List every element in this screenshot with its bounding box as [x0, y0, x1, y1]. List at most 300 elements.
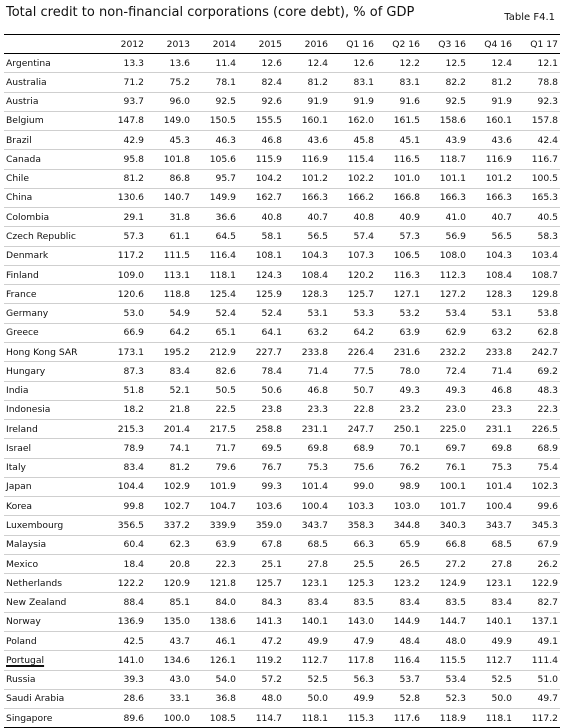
table-cell: 26.5 — [376, 554, 422, 573]
table-row — [4, 400, 560, 419]
table-cell: 104.4 — [100, 477, 146, 496]
country-label: Luxembourg — [6, 520, 64, 531]
table-cell: 125.7 — [330, 285, 376, 304]
country-label: Denmark — [6, 250, 49, 262]
country-name — [4, 131, 100, 150]
table-cell: 102.9 — [146, 477, 192, 496]
country-label: Norway — [6, 616, 41, 628]
column-header: 2012 — [100, 35, 146, 54]
table-cell: 57.3 — [376, 227, 422, 246]
table-cell: 18.2 — [100, 400, 146, 419]
table-cell: 155.5 — [238, 111, 284, 130]
table-cell: 165.3 — [514, 188, 560, 207]
table-cell: 166.3 — [422, 188, 468, 207]
country-label: Ireland — [6, 423, 38, 435]
column-header: Q1 16 — [330, 35, 376, 54]
table-cell: 127.1 — [376, 285, 422, 304]
country-name — [4, 227, 100, 246]
table-cell: 337.2 — [146, 516, 192, 535]
table-cell: 101.2 — [284, 169, 330, 188]
table-cell: 22.5 — [192, 400, 238, 419]
table-cell: 11.4 — [192, 54, 238, 73]
table-cell: 71.2 — [100, 73, 146, 92]
table-cell: 108.0 — [422, 246, 468, 265]
table-cell: 137.1 — [514, 612, 560, 631]
country-label: Brazil — [6, 134, 32, 146]
table-row — [4, 631, 560, 650]
country-label: Netherlands — [6, 577, 63, 589]
table-cell: 85.1 — [146, 593, 192, 612]
table-cell: 119.2 — [238, 651, 284, 670]
table-cell: 43.6 — [468, 131, 514, 150]
table-cell: 83.5 — [422, 593, 468, 612]
table-cell: 91.6 — [376, 92, 422, 111]
table-cell: 104.2 — [238, 169, 284, 188]
table-cell: 69.8 — [284, 439, 330, 458]
table-cell: 116.5 — [376, 150, 422, 169]
table-cell: 75.2 — [146, 73, 192, 92]
table-cell: 231.1 — [468, 420, 514, 439]
table-cell: 50.6 — [238, 381, 284, 400]
table-cell: 92.5 — [422, 92, 468, 111]
column-header: 2014 — [192, 35, 238, 54]
country-name — [4, 400, 100, 419]
table-cell: 117.2 — [514, 709, 560, 728]
table-cell: 64.2 — [146, 323, 192, 342]
table-cell: 46.8 — [468, 381, 514, 400]
table-cell: 12.5 — [422, 54, 468, 73]
table-cell: 101.4 — [284, 477, 330, 496]
table-cell: 43.6 — [284, 131, 330, 150]
table-cell: 78.4 — [238, 362, 284, 381]
country-label: Israel — [6, 442, 32, 454]
table-cell: 58.3 — [514, 227, 560, 246]
table-cell: 83.4 — [146, 362, 192, 381]
table-cell: 50.7 — [330, 381, 376, 400]
table-cell: 64.5 — [192, 227, 238, 246]
table-cell: 84.3 — [238, 593, 284, 612]
table-cell: 144.9 — [376, 612, 422, 631]
table-cell: 127.2 — [422, 285, 468, 304]
table-cell: 104.3 — [284, 246, 330, 265]
country-name — [4, 304, 100, 323]
table-row — [4, 651, 560, 670]
table-cell: 124.9 — [422, 574, 468, 593]
country-name — [4, 54, 100, 73]
table-cell: 69.2 — [514, 362, 560, 381]
table-row — [4, 92, 560, 111]
table-cell: 28.6 — [100, 689, 146, 708]
table-row — [4, 342, 560, 361]
table-cell: 242.7 — [514, 342, 560, 361]
table-cell: 67.8 — [238, 535, 284, 554]
table-cell: 112.7 — [468, 651, 514, 670]
table-cell: 232.2 — [422, 342, 468, 361]
country-label: Indonesia — [6, 404, 51, 416]
table-cell: 23.2 — [376, 400, 422, 419]
table-row — [4, 169, 560, 188]
table-cell: 66.9 — [100, 323, 146, 342]
table-cell: 82.4 — [238, 73, 284, 92]
table-cell: 66.8 — [422, 535, 468, 554]
country-name — [4, 497, 100, 516]
table-cell: 83.4 — [284, 593, 330, 612]
table-cell: 65.1 — [192, 323, 238, 342]
table-row — [4, 246, 560, 265]
table-row — [4, 593, 560, 612]
table-cell: 42.9 — [100, 131, 146, 150]
table-cell: 64.1 — [238, 323, 284, 342]
table-cell: 63.2 — [284, 323, 330, 342]
table-cell: 116.4 — [376, 651, 422, 670]
table-cell: 82.6 — [192, 362, 238, 381]
country-label: Korea — [6, 500, 33, 512]
country-name — [4, 111, 100, 130]
table-cell: 162.0 — [330, 111, 376, 130]
table-cell: 92.6 — [238, 92, 284, 111]
table-cell: 343.7 — [284, 516, 330, 535]
table-cell: 68.5 — [284, 535, 330, 554]
table-cell: 70.1 — [376, 439, 422, 458]
table-cell: 52.8 — [376, 689, 422, 708]
country-label: Germany — [6, 308, 49, 320]
header-row — [4, 35, 560, 54]
table-cell: 108.4 — [468, 265, 514, 284]
table-cell: 116.9 — [284, 150, 330, 169]
table-cell: 166.2 — [330, 188, 376, 207]
table-cell: 22.3 — [192, 554, 238, 573]
table-cell: 29.1 — [100, 208, 146, 227]
table-cell: 81.2 — [468, 73, 514, 92]
table-cell: 141.0 — [100, 651, 146, 670]
table-cell: 101.8 — [146, 150, 192, 169]
table-cell: 83.4 — [376, 593, 422, 612]
table-cell: 27.8 — [284, 554, 330, 573]
country-name — [4, 73, 100, 92]
table-cell: 144.7 — [422, 612, 468, 631]
table-cell: 116.9 — [468, 150, 514, 169]
table-cell: 84.0 — [192, 593, 238, 612]
table-cell: 125.3 — [330, 574, 376, 593]
country-label: France — [6, 288, 37, 300]
table-cell: 101.7 — [422, 497, 468, 516]
table-cell: 27.2 — [422, 554, 468, 573]
table-cell: 64.2 — [330, 323, 376, 342]
table-cell: 49.9 — [284, 631, 330, 650]
table-cell: 108.5 — [192, 709, 238, 728]
table-cell: 36.8 — [192, 689, 238, 708]
table-cell: 173.1 — [100, 342, 146, 361]
table-cell: 82.2 — [422, 73, 468, 92]
country-name — [4, 612, 100, 631]
table-cell: 343.7 — [468, 516, 514, 535]
column-header: 2016 — [284, 35, 330, 54]
table-cell: 233.8 — [284, 342, 330, 361]
table-cell: 111.5 — [146, 246, 192, 265]
table-cell: 105.6 — [192, 150, 238, 169]
table-cell: 71.4 — [468, 362, 514, 381]
table-row — [4, 188, 560, 207]
table-cell: 41.0 — [422, 208, 468, 227]
table-cell: 53.7 — [376, 670, 422, 689]
table-cell: 36.6 — [192, 208, 238, 227]
table-cell: 48.0 — [422, 631, 468, 650]
table-cell: 114.7 — [238, 709, 284, 728]
table-cell: 125.7 — [238, 574, 284, 593]
table-cell: 21.8 — [146, 400, 192, 419]
table-cell: 48.3 — [514, 381, 560, 400]
table-cell: 82.7 — [514, 593, 560, 612]
table-cell: 108.7 — [514, 265, 560, 284]
table-cell: 104.7 — [192, 497, 238, 516]
table-cell: 129.8 — [514, 285, 560, 304]
table-cell: 128.3 — [284, 285, 330, 304]
table-cell: 74.1 — [146, 439, 192, 458]
table-row — [4, 458, 560, 477]
table-row — [4, 554, 560, 573]
table-cell: 22.3 — [514, 400, 560, 419]
table-cell: 53.4 — [422, 304, 468, 323]
country-name — [4, 285, 100, 304]
country-name — [4, 670, 100, 689]
table-cell: 52.5 — [284, 670, 330, 689]
table-cell: 23.0 — [422, 400, 468, 419]
table-cell: 92.5 — [192, 92, 238, 111]
table-cell: 98.9 — [376, 477, 422, 496]
table-cell: 83.4 — [468, 593, 514, 612]
country-name — [4, 246, 100, 265]
table-cell: 160.1 — [284, 111, 330, 130]
table-cell: 79.6 — [192, 458, 238, 477]
country-label: Argentina — [6, 57, 51, 69]
table-cell: 78.8 — [514, 73, 560, 92]
table-cell: 149.9 — [192, 188, 238, 207]
table-cell: 23.8 — [238, 400, 284, 419]
table-row — [4, 362, 560, 381]
table-cell: 56.5 — [284, 227, 330, 246]
table-cell: 48.4 — [376, 631, 422, 650]
table-cell: 66.3 — [330, 535, 376, 554]
table-cell: 25.5 — [330, 554, 376, 573]
table-cell: 53.4 — [422, 670, 468, 689]
table-cell: 40.7 — [284, 208, 330, 227]
table-cell: 52.4 — [192, 304, 238, 323]
table-cell: 113.1 — [146, 265, 192, 284]
country-label: Italy — [6, 462, 26, 474]
table-cell: 76.2 — [376, 458, 422, 477]
table-cell: 101.4 — [468, 477, 514, 496]
table-cell: 116.7 — [514, 150, 560, 169]
table-cell: 40.5 — [514, 208, 560, 227]
table-cell: 40.8 — [238, 208, 284, 227]
table-cell: 100.4 — [284, 497, 330, 516]
table-cell: 93.7 — [100, 92, 146, 111]
table-cell: 75.3 — [284, 458, 330, 477]
table-row — [4, 516, 560, 535]
column-header: Q2 16 — [376, 35, 422, 54]
table-cell: 166.8 — [376, 188, 422, 207]
table-cell: 43.7 — [146, 631, 192, 650]
table-cell: 356.5 — [100, 516, 146, 535]
table-cell: 359.0 — [238, 516, 284, 535]
country-name — [4, 169, 100, 188]
table-row — [4, 709, 560, 728]
table-cell: 111.4 — [514, 651, 560, 670]
table-cell: 81.2 — [284, 73, 330, 92]
table-cell: 118.1 — [284, 709, 330, 728]
table-cell: 147.8 — [100, 111, 146, 130]
table-cell: 86.8 — [146, 169, 192, 188]
table-cell: 247.7 — [330, 420, 376, 439]
table-cell: 101.1 — [422, 169, 468, 188]
table-cell: 136.9 — [100, 612, 146, 631]
table-cell: 53.8 — [514, 304, 560, 323]
table-cell: 51.8 — [100, 381, 146, 400]
table-cell: 226.5 — [514, 420, 560, 439]
table-cell: 102.2 — [330, 169, 376, 188]
table-cell: 106.5 — [376, 246, 422, 265]
table-cell: 123.1 — [284, 574, 330, 593]
table-cell: 49.3 — [376, 381, 422, 400]
table-cell: 53.1 — [468, 304, 514, 323]
table-cell: 68.9 — [514, 439, 560, 458]
table-cell: 158.6 — [422, 111, 468, 130]
table-cell: 62.3 — [146, 535, 192, 554]
table-cell: 49.9 — [468, 631, 514, 650]
table-cell: 76.7 — [238, 458, 284, 477]
table-cell: 195.2 — [146, 342, 192, 361]
table-cell: 67.9 — [514, 535, 560, 554]
table-cell: 62.8 — [514, 323, 560, 342]
table-cell: 57.3 — [100, 227, 146, 246]
table-cell: 157.8 — [514, 111, 560, 130]
table-cell: 227.7 — [238, 342, 284, 361]
table-id: Table F4.1 — [504, 12, 555, 23]
table-cell: 162.7 — [238, 188, 284, 207]
table-cell: 231.6 — [376, 342, 422, 361]
table-cell: 116.3 — [376, 265, 422, 284]
table-cell: 43.9 — [422, 131, 468, 150]
table-cell: 49.3 — [422, 381, 468, 400]
table-cell: 121.8 — [192, 574, 238, 593]
table-cell: 75.3 — [468, 458, 514, 477]
table-cell: 18.4 — [100, 554, 146, 573]
table-cell: 118.1 — [192, 265, 238, 284]
country-label: Japan — [6, 481, 32, 493]
table-cell: 52.3 — [422, 689, 468, 708]
table-cell: 100.0 — [146, 709, 192, 728]
country-name — [4, 208, 100, 227]
table-cell: 63.9 — [376, 323, 422, 342]
table-cell: 45.1 — [376, 131, 422, 150]
table-cell: 68.5 — [468, 535, 514, 554]
table-cell: 25.1 — [238, 554, 284, 573]
table-cell: 87.3 — [100, 362, 146, 381]
country-name — [4, 420, 100, 439]
table-cell: 33.1 — [146, 689, 192, 708]
table-cell: 120.9 — [146, 574, 192, 593]
table-cell: 78.1 — [192, 73, 238, 92]
table-cell: 31.8 — [146, 208, 192, 227]
country-label: Portugal — [6, 654, 45, 666]
table-cell: 225.0 — [422, 420, 468, 439]
country-name — [4, 342, 100, 361]
table-cell: 23.3 — [284, 400, 330, 419]
table-cell: 201.4 — [146, 420, 192, 439]
country-name — [4, 458, 100, 477]
table-cell: 122.9 — [514, 574, 560, 593]
table-cell: 69.5 — [238, 439, 284, 458]
table-cell: 12.1 — [514, 54, 560, 73]
table-cell: 109.0 — [100, 265, 146, 284]
table-cell: 122.2 — [100, 574, 146, 593]
table-cell: 75.4 — [514, 458, 560, 477]
table-row — [4, 265, 560, 284]
table-row — [4, 131, 560, 150]
table-cell: 125.4 — [192, 285, 238, 304]
table-cell: 96.0 — [146, 92, 192, 111]
country-label: India — [6, 385, 29, 397]
table-cell: 40.7 — [468, 208, 514, 227]
table-cell: 149.0 — [146, 111, 192, 130]
table-cell: 91.9 — [284, 92, 330, 111]
table-cell: 130.6 — [100, 188, 146, 207]
table-cell: 101.9 — [192, 477, 238, 496]
table-row — [4, 227, 560, 246]
country-label: Czech Republic — [6, 231, 76, 243]
column-header: Q3 16 — [422, 35, 468, 54]
table-cell: 99.0 — [330, 477, 376, 496]
table-cell: 124.3 — [238, 265, 284, 284]
table-cell: 128.3 — [468, 285, 514, 304]
country-name — [4, 150, 100, 169]
table-cell: 56.3 — [330, 670, 376, 689]
table-cell: 108.1 — [238, 246, 284, 265]
table-cell: 115.5 — [422, 651, 468, 670]
table-cell: 125.9 — [238, 285, 284, 304]
table-cell: 47.2 — [238, 631, 284, 650]
table-cell: 83.1 — [376, 73, 422, 92]
table-cell: 91.9 — [330, 92, 376, 111]
table-cell: 99.8 — [100, 497, 146, 516]
table-cell: 91.9 — [468, 92, 514, 111]
table-cell: 12.2 — [376, 54, 422, 73]
country-name — [4, 477, 100, 496]
column-header: Q4 16 — [468, 35, 514, 54]
table-cell: 46.8 — [238, 131, 284, 150]
table-cell: 40.9 — [376, 208, 422, 227]
table-cell: 118.7 — [422, 150, 468, 169]
table-cell: 42.4 — [514, 131, 560, 150]
table-cell: 53.1 — [284, 304, 330, 323]
table-cell: 78.0 — [376, 362, 422, 381]
table-cell: 212.9 — [192, 342, 238, 361]
table-cell: 112.7 — [284, 651, 330, 670]
table-cell: 103.0 — [376, 497, 422, 516]
table-cell: 140.7 — [146, 188, 192, 207]
table-cell: 54.0 — [192, 670, 238, 689]
country-name — [4, 323, 100, 342]
table-cell: 49.9 — [330, 689, 376, 708]
table-cell: 123.1 — [468, 574, 514, 593]
table-row — [4, 285, 560, 304]
table-cell: 102.3 — [514, 477, 560, 496]
table-cell: 140.1 — [468, 612, 514, 631]
country-label: Greece — [6, 327, 39, 339]
country-label: Colombia — [6, 211, 50, 223]
table-cell: 60.4 — [100, 535, 146, 554]
table-cell: 56.5 — [468, 227, 514, 246]
